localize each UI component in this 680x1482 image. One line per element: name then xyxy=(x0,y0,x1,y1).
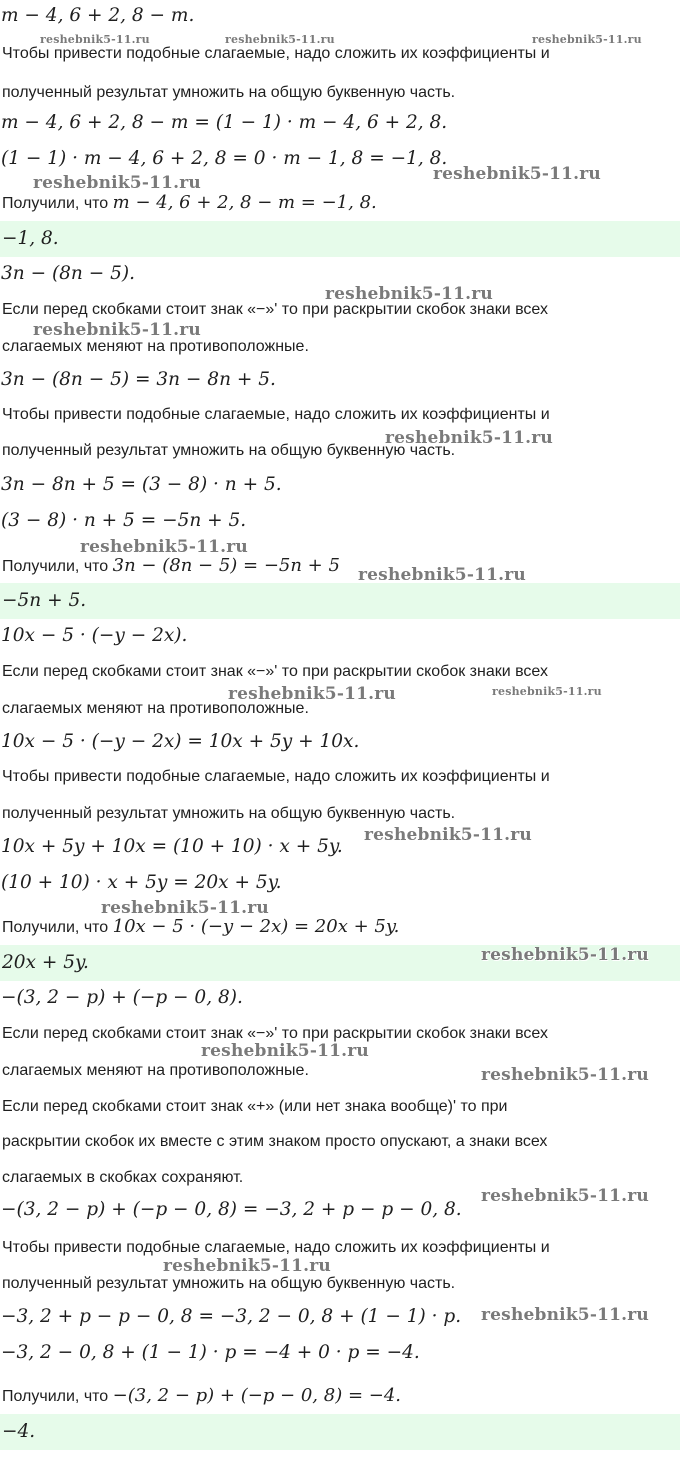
rule-text: раскрытии скобок их вместе с этим знаком просто опускают, а знаки всех xyxy=(2,1133,548,1150)
answer-box xyxy=(0,1414,680,1450)
rule-text: Чтобы привести подобные слагаемые, надо сложить их коэффициенты и xyxy=(2,45,550,62)
rule-text: слагаемых в скобках сохраняют. xyxy=(2,1169,244,1186)
rule-text: Если перед скобками стоит знак «−»' то при раскрытии скобок знаки всех xyxy=(2,1025,548,1042)
watermark: reshebnik5-11.ru xyxy=(364,825,532,845)
rule-text: слагаемых меняют на противоположные. xyxy=(2,700,309,717)
rule-text: полученный результат умножить на общую буквенную часть. xyxy=(2,1275,456,1292)
result-math: 3n − (8n − 5) = −5n + 5 xyxy=(112,555,340,576)
answer-value: −1, 8. xyxy=(2,228,59,249)
math-step: −(3, 2 − p) + (−p − 0, 8) = −3, 2 + p − p − 0, 8. xyxy=(1,1199,462,1220)
expression-1: m − 4, 6 + 2, 8 − m. xyxy=(1,5,195,26)
rule-text: полученный результат умножить на общую буквенную часть. xyxy=(2,84,456,101)
watermark: reshebnik5-11.ru xyxy=(33,320,201,340)
result-line xyxy=(0,917,680,938)
answer-value: −4. xyxy=(2,1421,36,1442)
watermark: reshebnik5-11.ru xyxy=(163,1256,331,1276)
math-step: 3n − 8n + 5 = (3 − 8) · n + 5. xyxy=(1,474,282,495)
math-step: m − 4, 6 + 2, 8 − m = (1 − 1) · m − 4, 6 + 2, 8. xyxy=(1,112,448,133)
result-prefix: Получили, что xyxy=(2,1388,113,1405)
math-step: 10x − 5 · (−y − 2x) = 10x + 5y + 10x. xyxy=(1,731,360,752)
watermark: reshebnik5-11.ru xyxy=(80,537,248,557)
watermark: reshebnik5-11.ru xyxy=(228,684,396,704)
rule-text: полученный результат умножить на общую буквенную часть. xyxy=(2,805,456,822)
math-step: −3, 2 − 0, 8 + (1 − 1) · p = −4 + 0 · p = −4. xyxy=(1,1342,420,1363)
rule-text: Чтобы привести подобные слагаемые, надо сложить их коэффициенты и xyxy=(2,406,550,423)
rule-text: Если перед скобками стоит знак «−»' то при раскрытии скобок знаки всех xyxy=(2,301,548,318)
rule-text: слагаемых меняют на противоположные. xyxy=(2,1062,309,1079)
watermark: reshebnik5-11.ru xyxy=(481,945,649,965)
answer-box xyxy=(0,583,680,619)
watermark: reshebnik5-11.ru xyxy=(101,898,269,918)
answer-box xyxy=(0,221,680,257)
math-step: (1 − 1) · m − 4, 6 + 2, 8 = 0 · m − 1, 8 = −1, 8. xyxy=(1,148,448,169)
answer-value: −5n + 5. xyxy=(2,590,87,611)
expression-4: −(3, 2 − p) + (−p − 0, 8). xyxy=(1,987,243,1008)
rule-text: слагаемых меняют на противоположные. xyxy=(2,338,309,355)
result-line xyxy=(0,556,680,577)
math-step: 10x + 5y + 10x = (10 + 10) · x + 5y. xyxy=(1,836,343,857)
watermark: reshebnik5-11.ru xyxy=(481,1305,649,1325)
rule-text: Чтобы привести подобные слагаемые, надо сложить их коэффициенты и xyxy=(2,1239,550,1256)
result-prefix: Получили, что xyxy=(2,919,113,936)
expression-2: 3n − (8n − 5). xyxy=(1,263,135,284)
answer-value: 20x + 5y. xyxy=(2,952,89,973)
rule-text: Чтобы привести подобные слагаемые, надо сложить их коэффициенты и xyxy=(2,768,550,785)
watermark: reshebnik5-11.ru xyxy=(358,565,526,585)
watermark: reshebnik5-11.ru xyxy=(481,1065,649,1085)
result-math: 10x − 5 · (−y − 2x) = 20x + 5y. xyxy=(112,916,400,937)
math-step: (3 − 8) · n + 5 = −5n + 5. xyxy=(1,510,247,531)
watermark: reshebnik5-11.ru xyxy=(40,33,150,46)
expression-3: 10x − 5 · (−y − 2x). xyxy=(1,625,188,646)
watermark: reshebnik5-11.ru xyxy=(433,164,601,184)
math-step: 3n − (8n − 5) = 3n − 8n + 5. xyxy=(1,369,276,390)
rule-text: Если перед скобками стоит знак «+» (или нет знака вообще)' то при xyxy=(2,1098,508,1115)
rule-text: Если перед скобками стоит знак «−»' то при раскрытии скобок знаки всех xyxy=(2,663,548,680)
result-math: −(3, 2 − p) + (−p − 0, 8) = −4. xyxy=(112,1385,402,1406)
watermark: reshebnik5-11.ru xyxy=(385,428,553,448)
result-math: m − 4, 6 + 2, 8 − m = −1, 8. xyxy=(112,192,377,213)
watermark: reshebnik5-11.ru xyxy=(201,1041,369,1061)
result-prefix: Получили, что xyxy=(2,195,113,212)
watermark: reshebnik5-11.ru xyxy=(492,685,602,698)
watermark: reshebnik5-11.ru xyxy=(225,33,335,46)
watermark: reshebnik5-11.ru xyxy=(325,284,493,304)
math-step: (10 + 10) · x + 5y = 20x + 5y. xyxy=(1,872,282,893)
result-prefix: Получили, что xyxy=(2,558,113,575)
result-line xyxy=(0,1386,680,1407)
math-step: −3, 2 + p − p − 0, 8 = −3, 2 − 0, 8 + (1 − 1) · p. xyxy=(1,1306,462,1327)
result-line xyxy=(0,193,680,214)
watermark: reshebnik5-11.ru xyxy=(481,1186,649,1206)
watermark: reshebnik5-11.ru xyxy=(532,33,642,46)
rule-text: полученный результат умножить на общую буквенную часть. xyxy=(2,442,456,459)
watermark: reshebnik5-11.ru xyxy=(33,173,201,193)
